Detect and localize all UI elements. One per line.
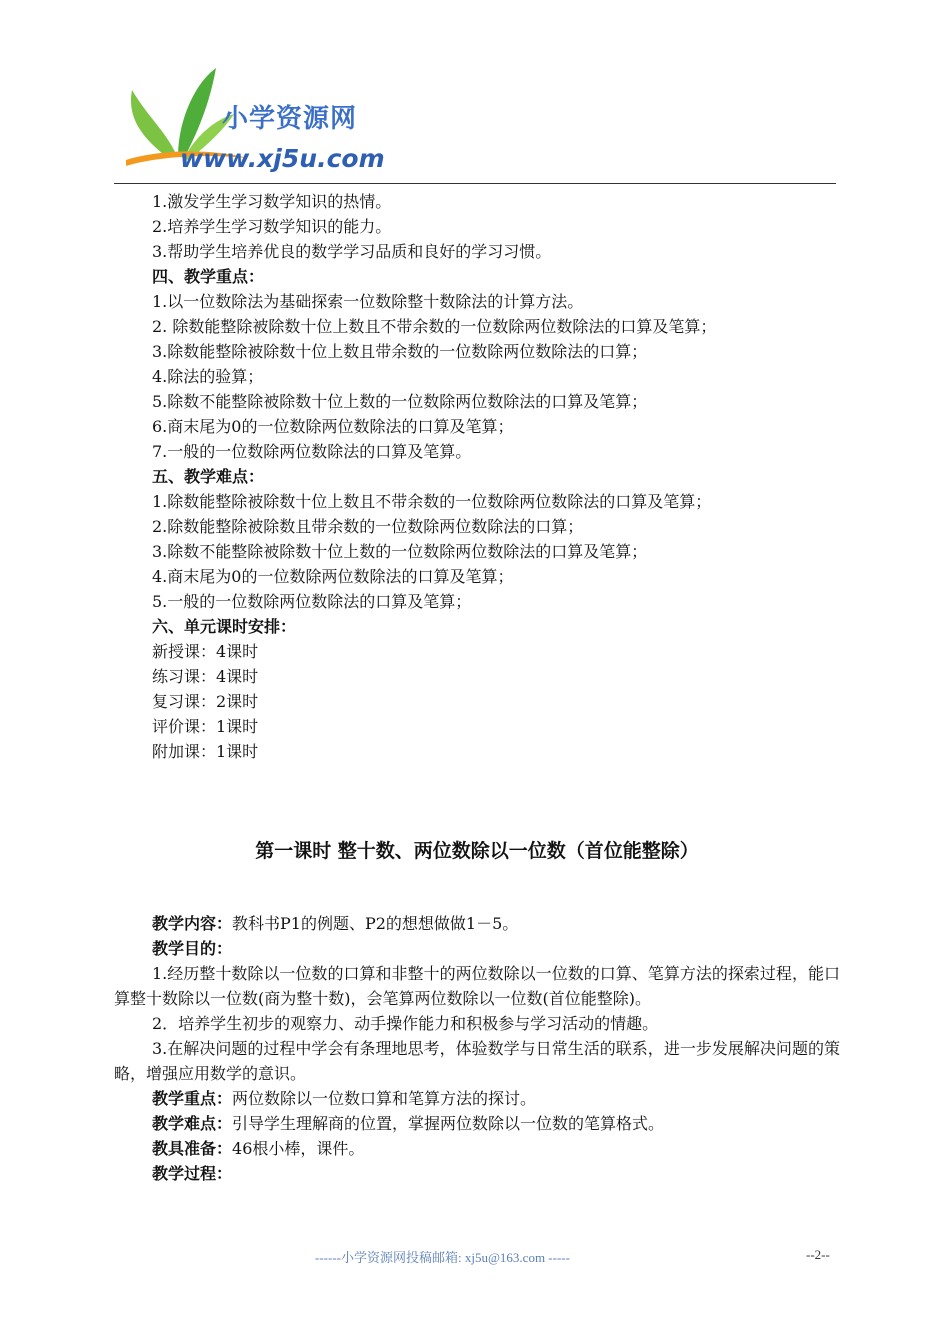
- list-item: 5.除数不能整除被除数十位上数的一位数除两位数除法的口算及笔算；: [152, 392, 648, 411]
- goal-paragraph: 3.在解决问题的过程中学会有条理地思考，体验数学与日常生活的联系，进一步发展解决问题的策略，增强应用数学的意识。: [114, 1039, 840, 1083]
- content-label: 教学内容：: [152, 914, 233, 933]
- list-item: 4.商末尾为0的一位数除两位数除法的口算及笔算；: [152, 567, 514, 586]
- list-item: 5.一般的一位数除两位数除法的口算及笔算；: [152, 592, 472, 611]
- lesson-title: 第一课时 整十数、两位数除以一位数（首位能整除）: [255, 840, 699, 862]
- list-item: 4.除法的验算；: [152, 367, 264, 386]
- objective-item: 3.帮助学生培养优良的数学学习品质和良好的学习习惯。: [152, 242, 552, 261]
- list-item: 复习课：2课时: [152, 692, 259, 711]
- list-item: 3.除数不能整除被除数十位上数的一位数除两位数除法的口算及笔算；: [152, 542, 648, 561]
- section-heading-key-points: 四、教学重点：: [152, 267, 265, 286]
- difficulty-text: 引导学生理解商的位置，掌握两位数除以一位数的笔算格式。: [232, 1114, 665, 1133]
- footer-email: ------小学资源网投稿邮箱: xj5u@163.com -----: [315, 1250, 570, 1265]
- tools-label: 教具准备：: [152, 1139, 233, 1158]
- goals-label: 教学目的：: [152, 939, 233, 958]
- list-item: 7.一般的一位数除两位数除法的口算及笔算。: [152, 442, 472, 461]
- objective-item: 1.激发学生学习数学知识的热情。: [152, 192, 392, 211]
- logo-url: www.xj5u.com: [180, 144, 385, 173]
- goal-paragraph: 1.经历整十数除以一位数的口算和非整十的两位数除以一位数的口算、笔算方法的探索过程，能口算整十数除以一位数(商为整十数)，会笔算两位数除以一位数(首位能整除)。: [114, 964, 840, 1008]
- list-item: 3.除数能整除被除数十位上数且带余数的一位数除两位数除法的口算；: [152, 342, 648, 361]
- lesson-content: [114, 911, 840, 936]
- content-text: 教科书P1的例题、P2的想想做做1－5。: [232, 914, 519, 933]
- difficulty-label: 教学难点：: [152, 1114, 233, 1133]
- list-item: 6.商末尾为0的一位数除两位数除法的口算及笔算；: [152, 417, 514, 436]
- list-item: 练习课：4课时: [152, 667, 259, 686]
- objective-item: 2.培养学生学习数学知识的能力。: [152, 217, 392, 236]
- list-item: 2.除数能整除被除数且带余数的一位数除两位数除法的口算；: [152, 517, 584, 536]
- list-item: 评价课：1课时: [152, 717, 259, 736]
- list-item: 附加课：1课时: [152, 742, 259, 761]
- logo-site-name: 小学资源网: [222, 104, 358, 134]
- lesson-key: [114, 1086, 840, 1111]
- lesson-difficulty: [114, 1111, 840, 1136]
- list-item: 1.以一位数除法为基础探索一位数除整十数除法的计算方法。: [152, 292, 584, 311]
- goal-paragraph: 2．培养学生初步的观察力、动手操作能力和积极参与学习活动的情趣。: [152, 1014, 659, 1033]
- section-heading-difficulties: 五、教学难点：: [152, 467, 265, 486]
- process-label: 教学过程：: [152, 1164, 233, 1183]
- tools-text: 46根小棒，课件。: [232, 1139, 365, 1158]
- list-item: 新授课：4课时: [152, 642, 259, 661]
- page-number: --2--: [806, 1247, 830, 1262]
- list-item: 1.除数能整除被除数十位上数且不带余数的一位数除两位数除法的口算及笔算；: [152, 492, 712, 511]
- document-body: [114, 189, 840, 1186]
- lesson-tools: [114, 1136, 840, 1161]
- list-item: 2. 除数能整除被除数十位上数且不带余数的一位数除两位数除法的口算及笔算；: [152, 317, 717, 336]
- key-label: 教学重点：: [152, 1089, 233, 1108]
- section-heading-schedule: 六、单元课时安排：: [152, 617, 297, 636]
- key-text: 两位数除以一位数口算和笔算方法的探讨。: [232, 1089, 537, 1108]
- header-divider: [114, 183, 836, 184]
